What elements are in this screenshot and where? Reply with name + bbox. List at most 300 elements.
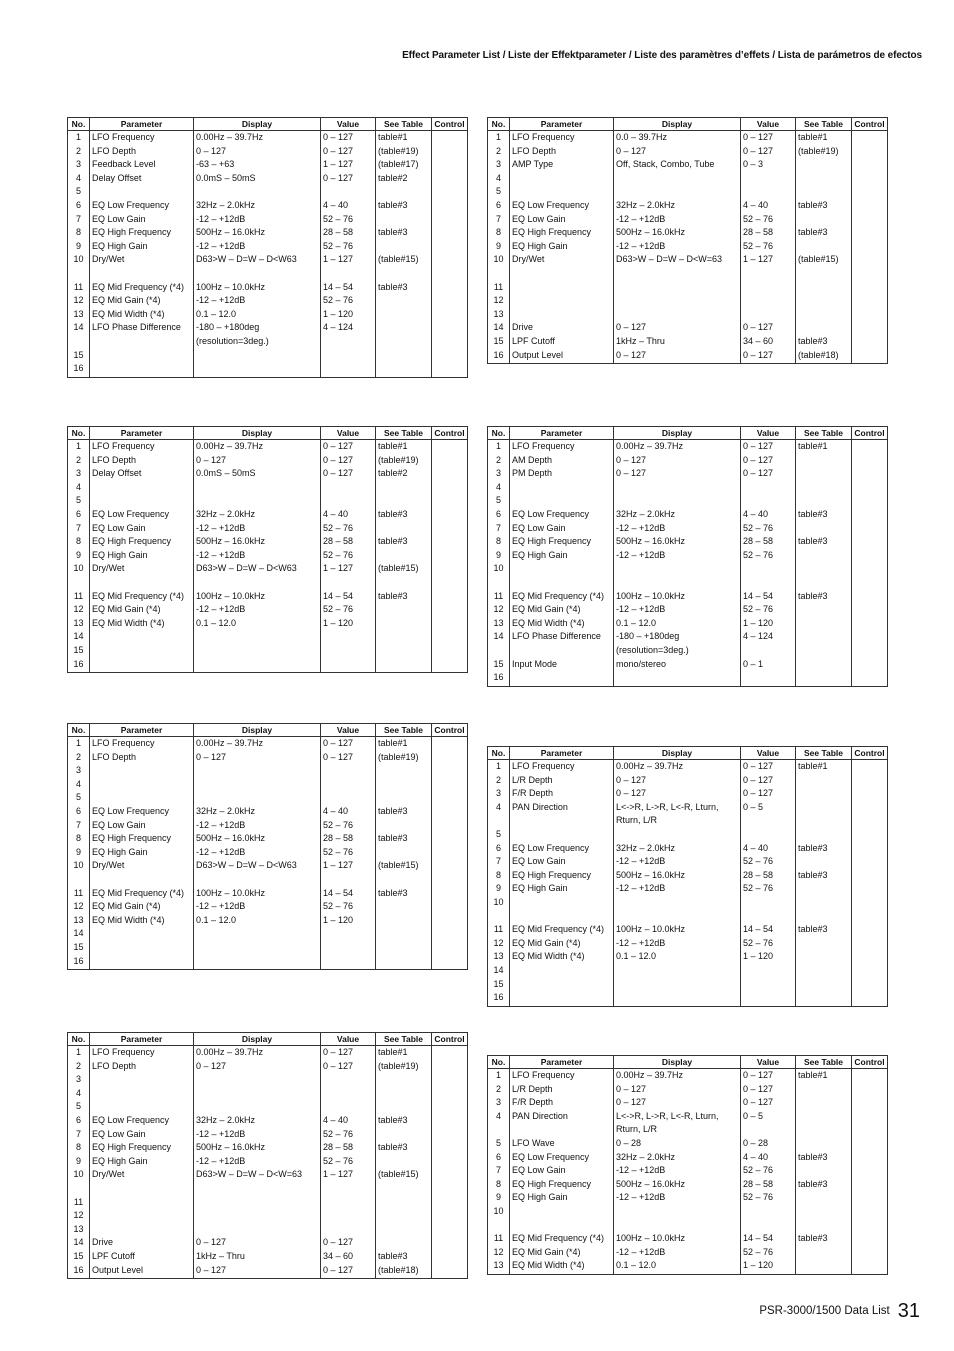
table-row <box>488 1096 888 1110</box>
parameter-cell: LFO Frequency <box>90 1046 194 1060</box>
display-cell: -180 – +180deg (resolution=3deg.) <box>614 630 741 657</box>
table-row <box>68 321 468 348</box>
table-row <box>488 467 888 481</box>
value-cell <box>741 308 796 322</box>
value-cell <box>321 481 376 495</box>
control-cell <box>852 869 888 883</box>
see-table-cell: (table#18) <box>376 1264 432 1279</box>
no-cell: 4 <box>68 481 90 495</box>
control-cell <box>432 1196 468 1210</box>
table-row <box>488 842 888 856</box>
value-cell <box>741 494 796 508</box>
parameter-cell: Drive <box>510 321 614 335</box>
display-cell <box>614 1219 741 1233</box>
see-table-cell <box>376 1073 432 1087</box>
control-cell <box>432 887 468 901</box>
see-table-cell: table#3 <box>796 199 852 213</box>
see-table-cell <box>376 1182 432 1196</box>
parameter-cell: EQ Mid Width (*4) <box>90 308 194 322</box>
no-cell: 7 <box>68 213 90 227</box>
control-cell <box>852 1191 888 1205</box>
value-cell: 52 – 76 <box>741 549 796 563</box>
control-cell <box>432 494 468 508</box>
see-table-cell <box>796 454 852 468</box>
display-cell: 0 – 127 <box>194 454 321 468</box>
control-cell <box>432 778 468 792</box>
parameter-cell: Dry/Wet <box>90 1168 194 1182</box>
display-cell: D63>W – D=W – D<W=63 <box>194 1168 321 1182</box>
no-cell: 10 <box>68 562 90 576</box>
parameter-cell: EQ Mid Frequency (*4) <box>90 590 194 604</box>
table-header-row <box>68 1033 468 1046</box>
see-table-cell <box>376 955 432 970</box>
display-cell: 32Hz – 2.0kHz <box>194 1114 321 1128</box>
parameter-cell: LFO Frequency <box>510 440 614 454</box>
see-table-cell: table#3 <box>796 590 852 604</box>
no-cell: 8 <box>68 535 90 549</box>
see-table-cell <box>796 774 852 788</box>
value-cell <box>741 481 796 495</box>
control-cell <box>432 1168 468 1182</box>
table-row <box>488 978 888 992</box>
table-row <box>68 1250 468 1264</box>
see-table-cell: (table#18) <box>796 349 852 364</box>
no-cell: 2 <box>68 145 90 159</box>
control-cell <box>852 535 888 549</box>
no-cell: 15 <box>488 335 510 349</box>
control-cell <box>852 335 888 349</box>
table-row <box>488 440 888 454</box>
parameter-cell: LFO Depth <box>90 1060 194 1074</box>
see-table-cell <box>796 991 852 1006</box>
control-cell <box>852 842 888 856</box>
no-cell: 11 <box>68 281 90 295</box>
table-row <box>68 535 468 549</box>
table-row <box>488 869 888 883</box>
control-cell <box>432 1236 468 1250</box>
see-table-cell <box>796 467 852 481</box>
parameter-cell: EQ High Frequency <box>510 1178 614 1192</box>
no-cell: 16 <box>68 362 90 377</box>
table-row <box>488 281 888 295</box>
no-cell: 9 <box>488 1191 510 1205</box>
control-cell <box>852 440 888 454</box>
display-cell <box>614 294 741 308</box>
value-cell: 14 – 54 <box>741 1232 796 1246</box>
see-table-cell: table#3 <box>376 508 432 522</box>
table-row <box>68 873 468 887</box>
table-row <box>68 617 468 631</box>
control-cell <box>432 805 468 819</box>
display-cell: -12 – +12dB <box>614 549 741 563</box>
footer-title: PSR-3000/1500 Data List <box>759 1305 890 1317</box>
control-cell <box>852 253 888 267</box>
table-row <box>68 199 468 213</box>
see-table-cell <box>796 658 852 672</box>
no-cell: 7 <box>488 855 510 869</box>
table-row <box>68 576 468 590</box>
parameter-cell: EQ Mid Width (*4) <box>510 1259 614 1274</box>
value-cell: 0 – 127 <box>321 467 376 481</box>
display-cell <box>194 658 321 673</box>
table-row <box>488 549 888 563</box>
display-cell: 500Hz – 16.0kHz <box>614 226 741 240</box>
see-table-cell <box>376 1100 432 1114</box>
value-cell: 14 – 54 <box>321 887 376 901</box>
column-header: No. <box>68 1033 90 1046</box>
no-cell: 5 <box>68 185 90 199</box>
table-row <box>488 1110 888 1137</box>
value-cell: 0 – 127 <box>321 145 376 159</box>
control-cell <box>432 751 468 765</box>
value-cell: 52 – 76 <box>321 294 376 308</box>
table-row <box>488 131 888 145</box>
no-cell: 15 <box>68 941 90 955</box>
table-row <box>68 440 468 454</box>
no-cell: 1 <box>488 760 510 774</box>
table-row <box>488 1151 888 1165</box>
see-table-cell <box>796 1096 852 1110</box>
control-cell <box>432 1155 468 1169</box>
display-cell <box>194 955 321 970</box>
value-cell <box>321 576 376 590</box>
see-table-cell <box>376 481 432 495</box>
see-table-cell: (table#15) <box>376 253 432 267</box>
see-table-cell <box>796 1164 852 1178</box>
parameter-cell: LPF Cutoff <box>510 335 614 349</box>
table-header-row <box>68 724 468 737</box>
value-cell: 4 – 40 <box>741 842 796 856</box>
parameter-cell: EQ Low Gain <box>90 1128 194 1142</box>
control-cell <box>852 964 888 978</box>
column-header: See Table <box>376 724 432 737</box>
display-cell: 32Hz – 2.0kHz <box>194 508 321 522</box>
value-cell <box>321 791 376 805</box>
no-cell: 5 <box>68 494 90 508</box>
no-cell: 13 <box>68 617 90 631</box>
no-cell: 2 <box>488 145 510 159</box>
no-cell: 5 <box>488 828 510 842</box>
control-cell <box>432 172 468 186</box>
table-row <box>68 832 468 846</box>
display-cell <box>614 991 741 1006</box>
no-cell: 8 <box>488 1178 510 1192</box>
parameter-cell: LFO Depth <box>90 454 194 468</box>
no-cell: 10 <box>488 562 510 576</box>
see-table-cell: (table#19) <box>796 145 852 159</box>
display-cell: L<->R, L->R, L<-R, Lturn, Rturn, L/R <box>614 1110 741 1137</box>
table-row <box>488 172 888 186</box>
display-cell: 0.1 – 12.0 <box>614 617 741 631</box>
parameter-cell: EQ High Gain <box>90 240 194 254</box>
control-cell <box>852 630 888 657</box>
display-cell: D63>W – D=W – D<W63 <box>194 859 321 873</box>
control-cell <box>432 1073 468 1087</box>
value-cell: 0 – 127 <box>741 131 796 145</box>
parameter-cell <box>90 873 194 887</box>
see-table-cell <box>376 576 432 590</box>
parameter-cell: EQ High Gain <box>510 549 614 563</box>
table-row <box>68 1236 468 1250</box>
column-header: Control <box>852 427 888 440</box>
parameter-cell: LFO Frequency <box>510 131 614 145</box>
parameter-cell: EQ Low Gain <box>510 855 614 869</box>
column-header: See Table <box>796 427 852 440</box>
control-cell <box>432 562 468 576</box>
table-header-row <box>68 118 468 131</box>
parameter-cell: EQ Mid Frequency (*4) <box>510 1232 614 1246</box>
parameter-cell: Feedback Level <box>90 158 194 172</box>
display-cell: 500Hz – 16.0kHz <box>614 535 741 549</box>
parameter-cell: Drive <box>90 1236 194 1250</box>
column-header: Display <box>614 427 741 440</box>
control-cell <box>432 1046 468 1060</box>
no-cell: 15 <box>68 644 90 658</box>
no-cell: 6 <box>488 842 510 856</box>
value-cell: 0 – 127 <box>741 454 796 468</box>
display-cell: 0 – 127 <box>614 454 741 468</box>
display-cell: -12 – +12dB <box>194 846 321 860</box>
see-table-cell <box>376 603 432 617</box>
control-cell <box>852 562 888 576</box>
no-cell: 12 <box>68 1209 90 1223</box>
value-cell <box>321 1100 376 1114</box>
see-table-cell <box>376 185 432 199</box>
value-cell: 0 – 127 <box>321 1046 376 1060</box>
value-cell: 0 – 127 <box>321 751 376 765</box>
value-cell <box>741 910 796 924</box>
value-cell: 0 – 28 <box>741 1137 796 1151</box>
no-cell: 8 <box>488 535 510 549</box>
parameter-cell <box>90 185 194 199</box>
table-row <box>68 145 468 159</box>
no-cell: 12 <box>488 294 510 308</box>
parameter-cell: L/R Depth <box>510 1083 614 1097</box>
no-cell: 10 <box>488 253 510 267</box>
display-cell: 100Hz – 10.0kHz <box>614 923 741 937</box>
control-cell <box>432 1250 468 1264</box>
see-table-cell <box>796 267 852 281</box>
see-table-cell <box>796 855 852 869</box>
value-cell: 0 – 127 <box>741 145 796 159</box>
column-header: Parameter <box>510 1056 614 1069</box>
column-header: Value <box>321 118 376 131</box>
parameter-cell <box>90 1182 194 1196</box>
table-row <box>488 950 888 964</box>
value-cell: 0 – 1 <box>741 658 796 672</box>
table-row <box>488 630 888 657</box>
control-cell <box>432 213 468 227</box>
column-header: Control <box>852 747 888 760</box>
value-cell <box>741 896 796 910</box>
parameter-cell: LFO Depth <box>90 751 194 765</box>
table-row <box>488 923 888 937</box>
parameter-cell: Output Level <box>510 349 614 364</box>
display-cell: -12 – +12dB <box>614 882 741 896</box>
effect-parameter-table <box>487 117 888 364</box>
value-cell: 34 – 60 <box>321 1250 376 1264</box>
display-cell: D63>W – D=W – D<W63 <box>194 253 321 267</box>
display-cell: 32Hz – 2.0kHz <box>614 842 741 856</box>
see-table-cell <box>796 617 852 631</box>
parameter-cell <box>90 1196 194 1210</box>
control-cell <box>432 185 468 199</box>
control-cell <box>852 576 888 590</box>
see-table-cell <box>796 801 852 828</box>
see-table-cell: table#1 <box>796 440 852 454</box>
table-row <box>488 658 888 672</box>
control-cell <box>852 787 888 801</box>
display-cell <box>194 778 321 792</box>
no-cell: 9 <box>68 846 90 860</box>
column-header: Parameter <box>90 427 194 440</box>
parameter-cell <box>510 308 614 322</box>
no-cell: 7 <box>68 522 90 536</box>
no-cell: 15 <box>68 1250 90 1264</box>
table-row <box>68 226 468 240</box>
parameter-cell: EQ High Gain <box>510 1191 614 1205</box>
value-cell: 0 – 127 <box>321 737 376 751</box>
control-cell <box>432 158 468 172</box>
display-cell: 100Hz – 10.0kHz <box>614 590 741 604</box>
display-cell: 0.1 – 12.0 <box>194 308 321 322</box>
value-cell: 1 – 127 <box>321 859 376 873</box>
parameter-cell: EQ High Frequency <box>90 535 194 549</box>
effect-parameter-table <box>487 746 888 1007</box>
parameter-cell: EQ High Gain <box>90 846 194 860</box>
column-header: Control <box>432 118 468 131</box>
value-cell: 4 – 40 <box>321 508 376 522</box>
control-cell <box>432 253 468 267</box>
value-cell: 1 – 127 <box>321 253 376 267</box>
no-cell: 1 <box>68 1046 90 1060</box>
see-table-cell <box>796 1205 852 1219</box>
parameter-cell: LFO Frequency <box>90 440 194 454</box>
see-table-cell <box>376 819 432 833</box>
no-cell: 11 <box>488 1232 510 1246</box>
table-row <box>68 887 468 901</box>
display-cell <box>614 828 741 842</box>
display-cell: 0.1 – 12.0 <box>614 1259 741 1274</box>
see-table-cell: table#3 <box>376 226 432 240</box>
table-row <box>488 321 888 335</box>
no-cell: 16 <box>488 349 510 364</box>
value-cell: 4 – 40 <box>741 1151 796 1165</box>
see-table-cell <box>796 1259 852 1274</box>
table-row <box>488 1191 888 1205</box>
display-cell: -12 – +12dB <box>614 213 741 227</box>
display-cell: 500Hz – 16.0kHz <box>194 535 321 549</box>
no-cell: 12 <box>68 294 90 308</box>
table-row <box>488 508 888 522</box>
no-cell <box>68 576 90 590</box>
parameter-cell <box>90 927 194 941</box>
parameter-cell <box>510 828 614 842</box>
no-cell: 9 <box>488 240 510 254</box>
value-cell: 34 – 60 <box>741 335 796 349</box>
value-cell: 52 – 76 <box>321 603 376 617</box>
see-table-cell <box>376 494 432 508</box>
see-table-cell: table#3 <box>376 832 432 846</box>
parameter-cell: LFO Phase Difference <box>510 630 614 657</box>
see-table-cell: table#3 <box>376 281 432 295</box>
parameter-cell: EQ High Gain <box>90 1155 194 1169</box>
control-cell <box>432 1182 468 1196</box>
no-cell: 11 <box>68 590 90 604</box>
value-cell: 52 – 76 <box>321 1128 376 1142</box>
control-cell <box>432 1100 468 1114</box>
parameter-cell: EQ Low Frequency <box>510 199 614 213</box>
table-row <box>68 805 468 819</box>
display-cell <box>614 910 741 924</box>
no-cell: 10 <box>68 859 90 873</box>
parameter-cell: EQ High Gain <box>90 549 194 563</box>
table-row <box>488 671 888 686</box>
column-header: Value <box>741 1056 796 1069</box>
column-header: Value <box>321 1033 376 1046</box>
parameter-cell: Dry/Wet <box>510 253 614 267</box>
see-table-cell: table#3 <box>376 1114 432 1128</box>
parameter-cell <box>510 562 614 576</box>
value-cell <box>321 1209 376 1223</box>
no-cell: 2 <box>488 774 510 788</box>
column-header: Value <box>741 118 796 131</box>
value-cell: 0 – 127 <box>321 440 376 454</box>
display-cell <box>194 1209 321 1223</box>
control-cell <box>432 440 468 454</box>
control-cell <box>852 467 888 481</box>
table-row <box>488 991 888 1006</box>
table-row <box>488 882 888 896</box>
table-row <box>68 1209 468 1223</box>
see-table-cell: (table#19) <box>376 1060 432 1074</box>
table-row <box>488 185 888 199</box>
table-row <box>488 1069 888 1083</box>
no-cell: 9 <box>68 1155 90 1169</box>
table-row <box>488 1219 888 1233</box>
value-cell <box>321 494 376 508</box>
value-cell <box>741 978 796 992</box>
parameter-cell <box>510 294 614 308</box>
table-row <box>488 855 888 869</box>
column-header: Display <box>614 1056 741 1069</box>
control-cell <box>852 454 888 468</box>
control-cell <box>432 549 468 563</box>
parameter-cell: Dry/Wet <box>90 859 194 873</box>
control-cell <box>432 658 468 673</box>
see-table-cell: (table#15) <box>376 562 432 576</box>
display-cell <box>194 1182 321 1196</box>
control-cell <box>852 774 888 788</box>
display-cell: 500Hz – 16.0kHz <box>614 869 741 883</box>
no-cell: 6 <box>68 508 90 522</box>
display-cell: 32Hz – 2.0kHz <box>614 1151 741 1165</box>
see-table-cell: table#1 <box>376 440 432 454</box>
display-cell <box>614 308 741 322</box>
control-cell <box>852 1205 888 1219</box>
display-cell: Off, Stack, Combo, Tube <box>614 158 741 172</box>
table-row <box>68 846 468 860</box>
no-cell: 11 <box>488 923 510 937</box>
value-cell: 4 – 40 <box>321 199 376 213</box>
value-cell: 28 – 58 <box>741 1178 796 1192</box>
control-cell <box>852 131 888 145</box>
display-cell: -12 – +12dB <box>194 240 321 254</box>
value-cell <box>321 1182 376 1196</box>
value-cell <box>321 644 376 658</box>
column-header: Display <box>614 747 741 760</box>
table-row <box>488 896 888 910</box>
